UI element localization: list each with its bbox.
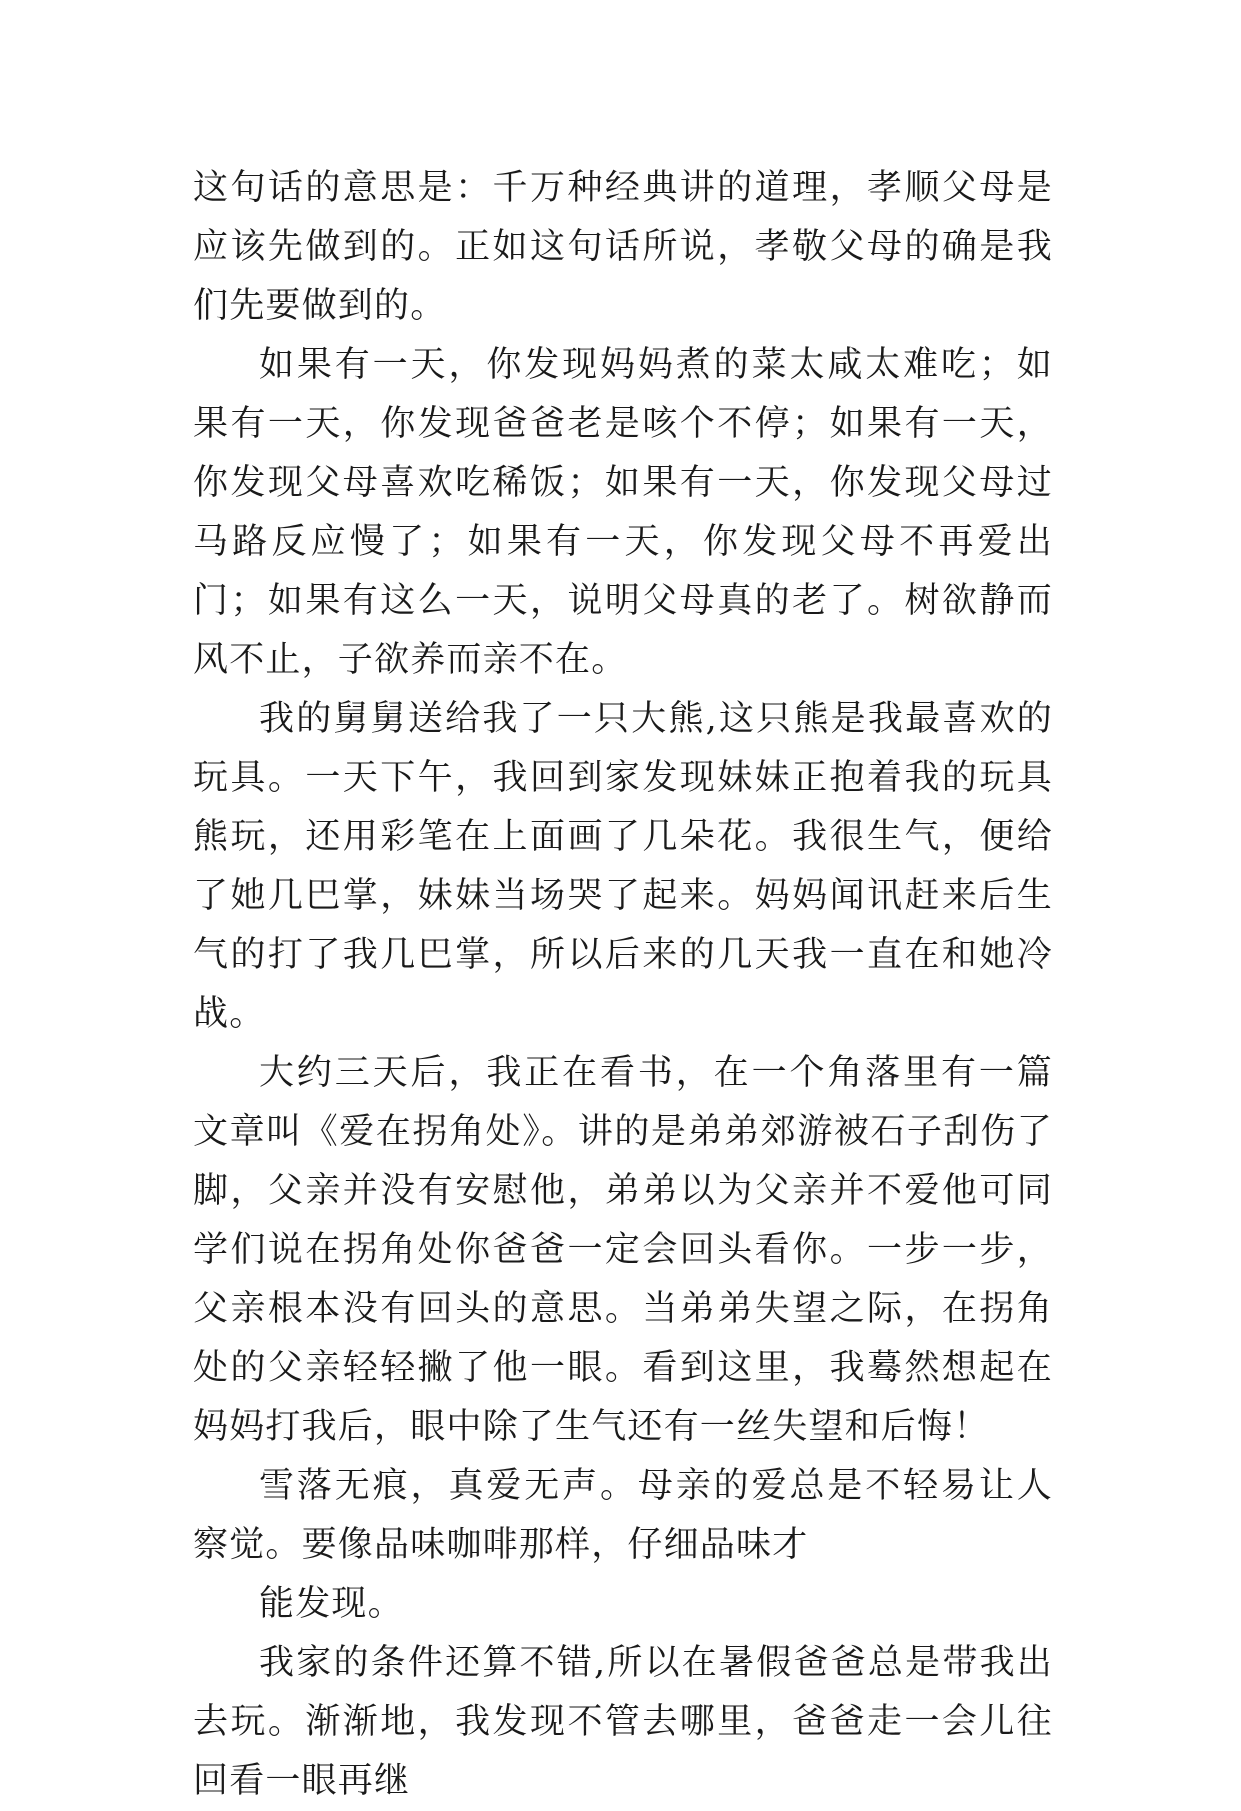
paragraph-4: 大约三天后，我正在看书，在一个角落里有一篇文章叫《爱在拐角处》。讲的是弟弟郊游被石子刮伤了脚，父亲并没有安慰他，弟弟以为父亲并不爱他可同学们说在拐角处你爸爸一定会回头看你。一步一步，父亲根本没有回头的意思。当弟弟失望之际，在拐角处的父亲轻轻撇了他一眼。看到这里，我蓦然想起在妈妈打我后，眼中除了生气还有一丝失望和后悔！ xyxy=(193,1053,1053,1447)
paragraph-6: 我家的条件还算不错,所以在暑假爸爸总是带我出去玩。渐渐地，我发现不管去哪里，爸爸走一会儿往回看一眼再继 xyxy=(193,1643,1053,1801)
paragraph-1: 这句话的意思是：千万种经典讲的道理，孝顺父母是应该先做到的。正如这句话所说，孝敬父母的确是我们先要做到的。 xyxy=(193,168,1053,326)
paragraph-2: 如果有一天，你发现妈妈煮的菜太咸太难吃；如果有一天，你发现爸爸老是咳个不停；如果有一天，你发现父母喜欢吃稀饭；如果有一天，你发现父母过马路反应慢了；如果有一天，你发现父母不再爱出门；如果有这么一天，说明父母真的老了。树欲静而风不止，子欲养而亲不在。 xyxy=(193,345,1053,680)
document-body xyxy=(193,159,1053,1811)
paragraph-5-continuation: 能发现。 xyxy=(259,1584,404,1624)
paragraph-3: 我的舅舅送给我了一只大熊,这只熊是我最喜欢的玩具。一天下午，我回到家发现妹妹正抱着我的玩具熊玩，还用彩笔在上面画了几朵花。我很生气，便给了她几巴掌，妹妹当场哭了起来。妈妈闻讯赶来后生气的打了我几巴掌，所以后来的几天我一直在和她冷战。 xyxy=(193,699,1053,1034)
paragraph-5: 雪落无痕，真爱无声。母亲的爱总是不轻易让人察觉。要像品味咖啡那样，仔细品味才 xyxy=(193,1466,1053,1565)
